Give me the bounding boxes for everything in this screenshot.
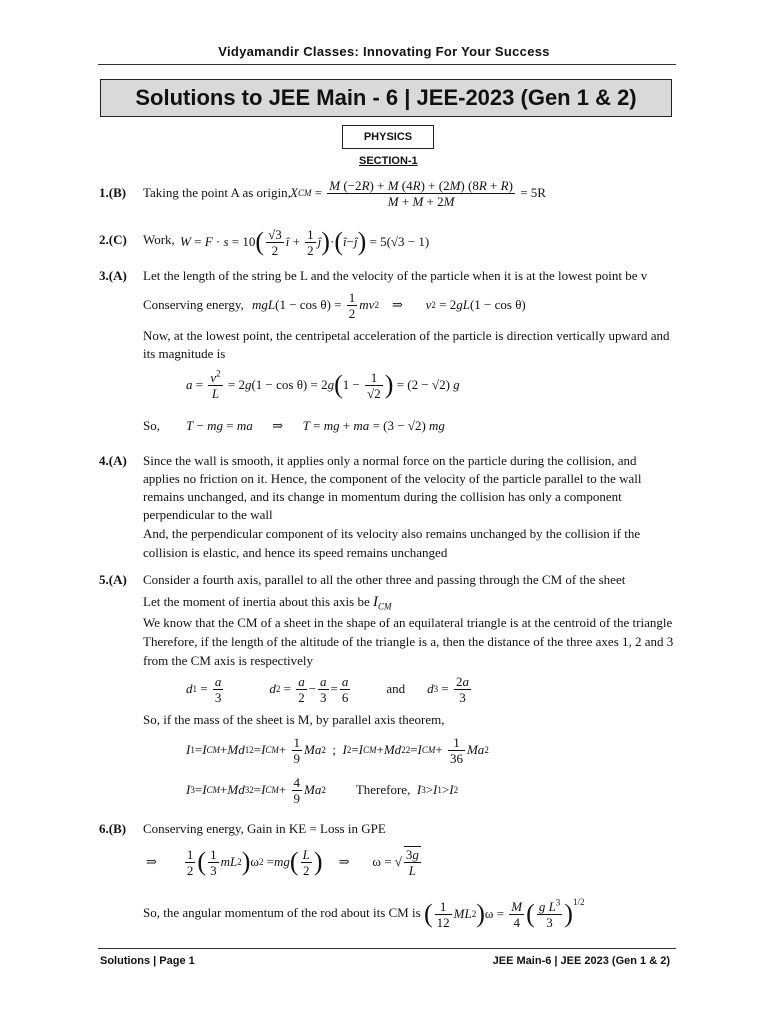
footer-rule: [98, 948, 676, 949]
q1-text: [143, 185, 291, 201]
q3-energy-label: Conserving energy,: [143, 297, 244, 312]
q2-text: Work,: [143, 232, 175, 247]
q6-number: 6.(B): [99, 821, 127, 836]
q1-equation: X CM = $\frac{M (-2R) + M (4R) + (2M) (8R + R)}{M + M + 2M}$ = 5R: [290, 177, 546, 209]
q3-tension-equation: T − mg = ma ⇒ T = mg + ma = (3 − √2) mg: [186, 418, 445, 433]
document-title: Solutions to JEE Main - 6 | JEE-2023 (Gen 1 & 2): [100, 79, 672, 117]
q3-line2: Now, at the lowest point, the centripetal acceleration of the particle is direction vertically upward and: [143, 328, 670, 343]
q6-angular-momentum-equation: ( $\frac{1}{12}$ ML 2 ) ω = $\frac{M}{4}$ ( $\frac{g L^3}{3}$ ) $^{1/2}$: [424, 897, 585, 930]
q2-number: 2.(C): [99, 232, 127, 247]
q4-line: remains unchanged, and its change in momentum during the collision has only a component: [143, 489, 622, 504]
q5-line2: Let the moment of inertia about this axis be $I_{CM}$: [143, 594, 392, 612]
subject-label: PHYSICS: [342, 125, 434, 149]
q2-equation: W = F · s = 10 ( $\frac{√3}{2}$ î + $\frac{1}{2}$ ĵ ) · ( î − ĵ ) = 5(√3 − 1): [180, 226, 430, 258]
q6-line2: So, the angular momentum of the rod about its CM is: [143, 905, 421, 920]
footer-page-label: Solutions | Page 1: [100, 955, 195, 967]
q4-line: perpendicular to the wall: [143, 507, 273, 522]
q3-acceleration-equation: a = $\frac{v^2}{L}$ = 2 g (1 − cos θ) = 2 g ( 1 − $\frac{1}{√2}$ ) = (2 − √2) g: [186, 368, 460, 401]
q3-energy-equation: mgL (1 − cos θ) = $\frac{1}{2}$ mv 2 ⇒ v 2 = 2 gL (1 − cos θ): [252, 289, 526, 321]
section-label: SECTION-1: [359, 155, 418, 167]
q5-number: 5.(A): [99, 572, 127, 587]
q5-line1: Consider a fourth axis, parallel to all the other three and passing through the CM of the sheet: [143, 572, 626, 587]
q5-inertia-equations-1: I 1 = I CM + Md 1 2 = I CM + $\frac{1}{9}$ Ma 2 ; I 2 = I CM + Md 2 2 = I CM + $\frac{1}{36}$ Ma 2: [186, 734, 489, 766]
q5-line6: So, if the mass of the sheet is M, by parallel axis theorem,: [143, 712, 445, 727]
q3-number: 3.(A): [99, 268, 127, 283]
q5-line4: Therefore, if the length of the altitude of the triangle is a, then the distance of the three axes 1, 2 and 3: [143, 634, 674, 649]
q4-number: 4.(A): [99, 453, 127, 468]
q5-line3: We know that the CM of a sheet in the shape of an equilateral triangle is at the centroid of the triangle: [143, 615, 673, 630]
q1-statement: Taking the point A as origin,: [143, 185, 291, 200]
q6-line1: Conserving energy, Gain in KE = Loss in GPE: [143, 821, 386, 836]
q4-line: collision is elastic, and hence its speed remains unchanged: [143, 545, 448, 560]
q3-line1: Let the length of the string be L and the velocity of the particle when it is at the lowest point be v: [143, 268, 648, 283]
q6-energy-equation: ⇒ $\frac{1}{2}$ ( $\frac{1}{3}$ mL 2 ) ω 2 = mg ( $\frac{L}{2}$ ) ⇒ ω = √ $\frac{3g}{L}$: [146, 846, 419, 878]
q5-distance-equations: d 1 = $\frac{a}{3}$ d 2 = $\frac{a}{2}$ − $\frac{a}{3}$ = $\frac{a}{6}$ and d 3 = $\frac{2a}{3}$: [186, 673, 469, 705]
q5-therefore: Therefore,: [355, 782, 411, 797]
q1-result: = 5R: [520, 185, 546, 200]
footer-exam-label: JEE Main-6 | JEE 2023 (Gen 1 & 2): [492, 955, 670, 967]
q5-inertia-equations-2: I 3 = I CM + Md 3 2 = I CM + $\frac{4}{9}$ Ma 2 Therefore, I 3 > I 1 > I 2: [186, 774, 459, 806]
q5-line2-text: Let the moment of inertia about this axis be: [143, 594, 370, 609]
q4-line: Since the wall is smooth, it applies only a normal force on the particle during the collision, and: [143, 453, 637, 468]
q4-line: And, the perpendicular component of its velocity also remains unchanged by the collision if the: [143, 526, 641, 541]
q1-number: 1.(B): [99, 185, 127, 200]
q4-line: applies no friction on it. Hence, the component of the velocity of the particle parallel to the wall: [143, 471, 642, 486]
q5-line5: from the CM axis is respectively: [143, 653, 314, 668]
q5-and: and: [386, 681, 406, 696]
q3-line3: its magnitude is: [143, 346, 226, 361]
header-rule: [98, 64, 676, 65]
institute-header: Vidyamandir Classes: Innovating For Your Success: [218, 44, 550, 59]
q3-so: So,: [143, 418, 160, 433]
